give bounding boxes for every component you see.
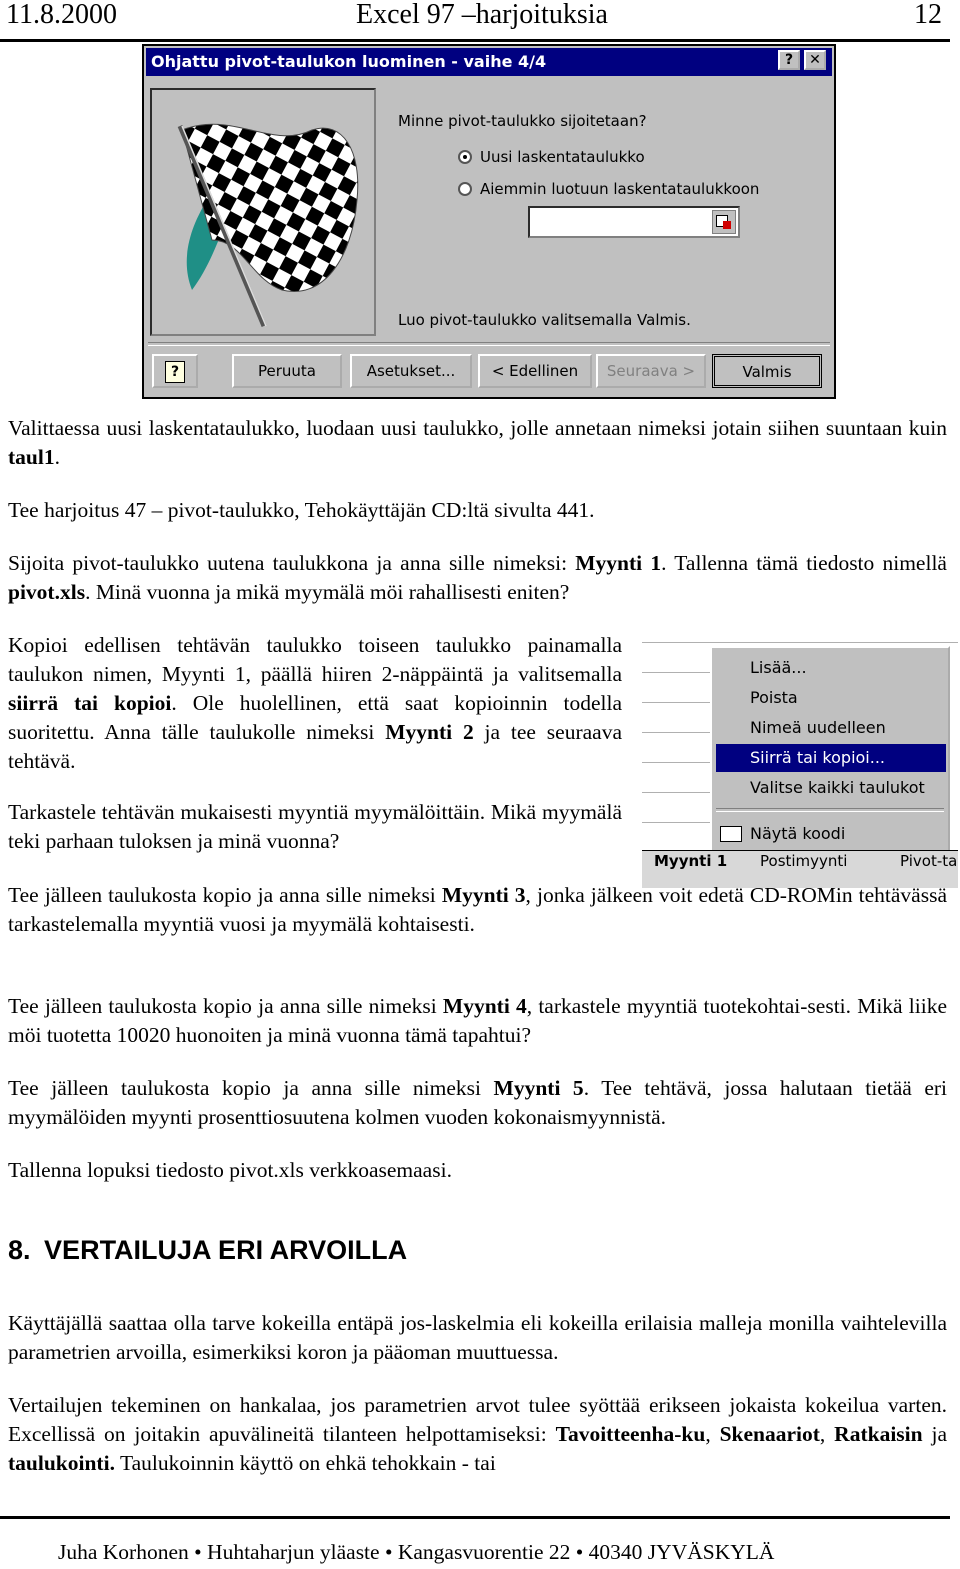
paragraph-new-sheet: Valittaessa uusi laskentataulukko, luodaan uusi taulukko, jolle annetaan nimeksi jotain siihen suuntaan kuin taul1. <box>8 416 947 469</box>
menu-item-select-all-sheets[interactable]: Valitse kaikki taulukot <box>750 778 925 797</box>
grid-line <box>642 672 710 673</box>
tab-postimyynti[interactable]: Postimyynti <box>760 852 848 870</box>
menu-item-rename[interactable]: Nimeä uudelleen <box>750 718 886 737</box>
paragraph-what-if: Käyttäjällä saattaa olla tarve kokeilla entäpä jos-laskelmia eli kokeilla erilaisia malleja monilla vaihtelevilla parametrien arvoilla, esimerkiksi koron ja pääoman muuttuessa. <box>8 1311 947 1364</box>
radio-new-sheet[interactable] <box>458 150 472 164</box>
grid-line <box>642 822 710 823</box>
checkered-flag-image <box>150 88 376 336</box>
finish-hint: Luo pivot-taulukko valitsemalla Valmis. <box>398 311 691 329</box>
page-number: 12 <box>914 0 942 30</box>
section-title: VERTAILUJA ERI ARVOILLA <box>44 1235 408 1265</box>
menu-item-delete[interactable]: Poista <box>750 688 798 707</box>
header-title: Excel 97 –harjoituksia <box>356 0 608 30</box>
sheet-context-menu-image <box>642 636 958 888</box>
paragraph-placement: Sijoita pivot-taulukko uutena taulukkona ja anna sille nimeksi: Myynti 1. Tallenna tämä tiedosto nimellä pivot.xls. Minä vuonna ja mikä myymälä möi rahallisesti eniten? <box>8 551 947 604</box>
help-title-button[interactable]: ? <box>778 50 800 70</box>
help-button[interactable] <box>152 354 198 388</box>
radio-existing-sheet[interactable] <box>458 182 472 196</box>
close-button[interactable]: ✕ <box>804 50 826 70</box>
paragraph-myynti-5: Tee jälleen taulukosta kopio ja anna sille nimeksi Myynti 5. Tee tehtävä, jossa halutaan tietää eri myymälöiden myynti prosenttiosuutena kolmen vuoden kokonaismyynnistä. <box>8 1076 948 1129</box>
menu-item-move-copy[interactable]: Siirrä tai kopioi... <box>716 744 946 772</box>
paragraph-myynti-3: Tee jälleen taulukosta kopio ja anna sille nimeksi Myynti 3, jonka jälkeen voit edetä CD-ROMin tehtävässä tarkastelemalla myyntiä vuosi ja myymälä kohtaisesti. <box>8 883 947 936</box>
footer-rule <box>0 1516 950 1519</box>
paragraph-myynti-4: Tee jälleen taulukosta kopio ja anna sille nimeksi Myynti 4, tarkastele myyntiä tuotekohtai-sesti. Mikä liike möi tuotetta 10020 huonoiten ja minä vuonna tämä tapahtui? <box>8 994 947 1047</box>
flag-icon <box>152 90 374 334</box>
help-question-icon: ? <box>165 361 185 383</box>
section-number: 8. <box>8 1235 31 1265</box>
finish-button[interactable]: Valmis <box>712 354 822 388</box>
grid-line <box>642 732 710 733</box>
dialog-titlebar <box>146 48 832 76</box>
footer-text: Juha Korhonen • Huhtaharjun yläaste • Kangasvuorentie 22 • 40340 JYVÄSKYLÄ <box>58 1540 775 1564</box>
range-input[interactable] <box>528 206 740 238</box>
menu-item-insert[interactable]: Lisää... <box>750 658 807 677</box>
view-code-icon <box>720 826 742 842</box>
paragraph-review-stores: Tarkastele tehtävän mukaisesti myyntiä myymälöittäin. Mikä myymälä teki parhaan tuloksen ja minä vuonna? <box>8 800 622 853</box>
option-new-sheet-label: Uusi laskentataulukko <box>480 148 645 166</box>
menu-item-view-code-label: Näytä koodi <box>750 824 846 843</box>
grid-line <box>642 762 710 763</box>
cancel-button[interactable]: Peruuta <box>232 354 342 388</box>
tab-myynti-1[interactable]: Myynti 1 <box>654 852 728 870</box>
grid-line <box>642 642 958 643</box>
option-existing-sheet-label: Aiemmin luotuun laskentataulukkoon <box>480 180 760 198</box>
dialog-title: Ohjattu pivot-taulukon luominen - vaihe 4/4 <box>151 52 547 71</box>
paragraph-copy-sheet: Kopioi edellisen tehtävän taulukko toiseen taulukko painamalla taulukon nimen, Myynti 1, päällä hiiren 2-näppäintä ja valitsemalla siirrä tai kopioi. Ole huolellinen, että saat kopioinnin todella suoritettu. Anna tälle taulukolle nimeksi Myynti 2 ja tee seuraava tehtävä. <box>8 633 623 773</box>
options-button[interactable]: Asetukset... <box>350 354 472 388</box>
context-menu <box>710 646 950 856</box>
paragraph-exercise-47: Tee harjoitus 47 – pivot-taulukko, Tehokäyttäjän CD:ltä sivulta 441. <box>8 498 595 522</box>
paragraph-save: Tallenna lopuksi tiedosto pivot.xls verkkoasemaasi. <box>8 1158 452 1182</box>
tab-pivot[interactable]: Pivot-ta <box>900 852 958 870</box>
paragraph-tools: Vertailujen tekeminen on hankalaa, jos parametrien arvot tulee syöttää erikseen jokaista kokeilua varten. Excellissä on joitakin apuvälineitä tilanteen helpottamiseksi: Tavoitteenha-ku, Skenaariot, Ratkaisin ja taulukointi. Taulukoinnin käyttö on ehkä tehokkain - tai <box>8 1393 947 1475</box>
collapse-dialog-icon[interactable] <box>712 210 736 234</box>
placement-question: Minne pivot-taulukko sijoitetaan? <box>398 112 647 130</box>
pivot-wizard-dialog <box>142 44 836 399</box>
grid-line <box>642 792 710 793</box>
dialog-separator <box>148 342 830 346</box>
section-heading <box>8 1234 407 1266</box>
header-date: 11.8.2000 <box>6 0 117 30</box>
menu-separator <box>716 808 944 812</box>
header-rule <box>0 39 950 42</box>
next-button[interactable]: Seuraava > <box>596 354 706 388</box>
menu-item-view-code[interactable] <box>716 820 946 848</box>
grid-line <box>642 702 710 703</box>
back-button[interactable]: < Edellinen <box>478 354 592 388</box>
